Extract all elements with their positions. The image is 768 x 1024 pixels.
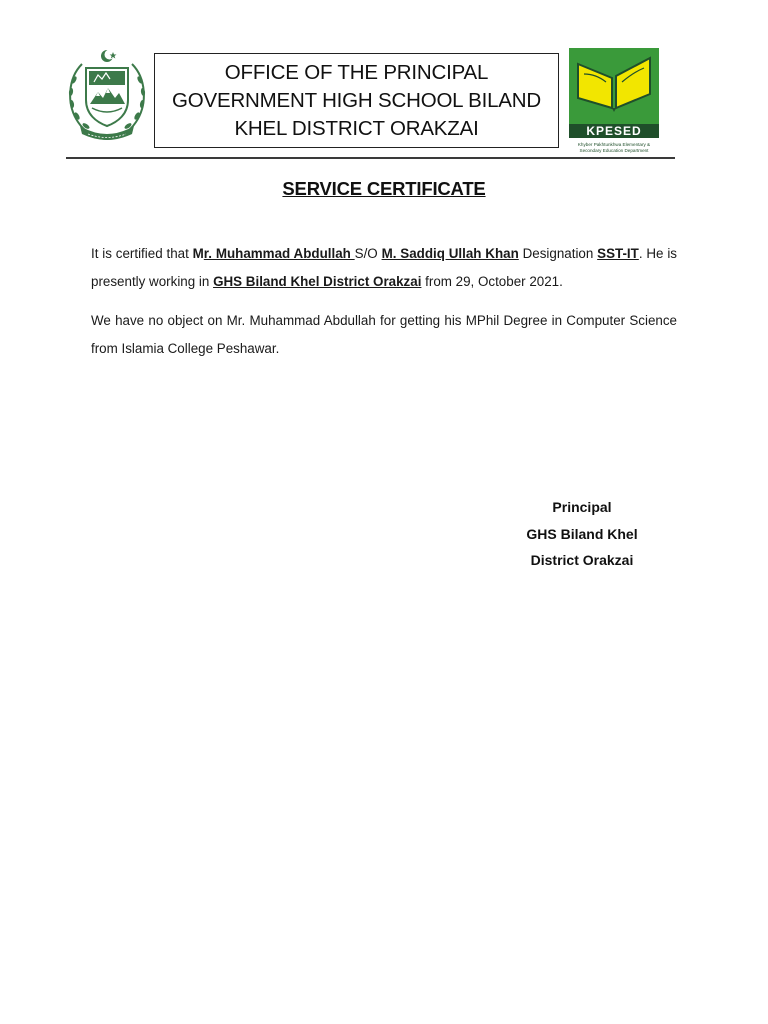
office-title: OFFICE OF THE PRINCIPAL GOVERNMENT HIGH SCHOOL BILAND KHEL DISTRICT ORAKZAI <box>172 60 541 140</box>
school-name: GHS Biland Khel District Orakzai <box>213 274 422 289</box>
para1-text-5: from 29, October 2021. <box>421 274 563 289</box>
kp-government-seal <box>62 46 152 144</box>
certificate-paragraph-2: We have no object on Mr. Muhammad Abdullah for getting his MPhil Degree in Computer Science from Islamia College Peshawar. <box>91 313 677 356</box>
signatory-school: GHS Biland Khel <box>526 525 638 542</box>
father-name: M. Saddiq Ullah Khan <box>381 246 519 261</box>
signatory-district: District Orakzai <box>530 552 634 568</box>
employee-name: r. Muhammad Abdullah <box>203 246 355 261</box>
kpesed-logo <box>566 46 662 154</box>
para1-text-1: It is certified that <box>91 246 193 261</box>
kpesed-logo-name: KPESED <box>586 124 642 138</box>
kpesed-caption-line2: Secondary Education Department <box>579 148 649 153</box>
para1-text-4: . He is presently working in <box>91 246 677 289</box>
header-divider <box>66 157 675 159</box>
signature-block <box>502 494 662 574</box>
para1-text-2: S/O <box>354 246 382 261</box>
header-box <box>154 53 559 148</box>
certificate-paragraph-1 <box>91 240 677 296</box>
employee-name-initial: M <box>192 246 204 261</box>
signatory-title: Principal <box>552 499 612 515</box>
document-title: SERVICE CERTIFICATE <box>282 178 486 199</box>
designation: SST-IT <box>597 246 639 261</box>
para1-text-3: Designation <box>518 246 598 261</box>
kpesed-caption-line1: Khyber Pakhtunkhwa Elementary & <box>577 142 651 147</box>
